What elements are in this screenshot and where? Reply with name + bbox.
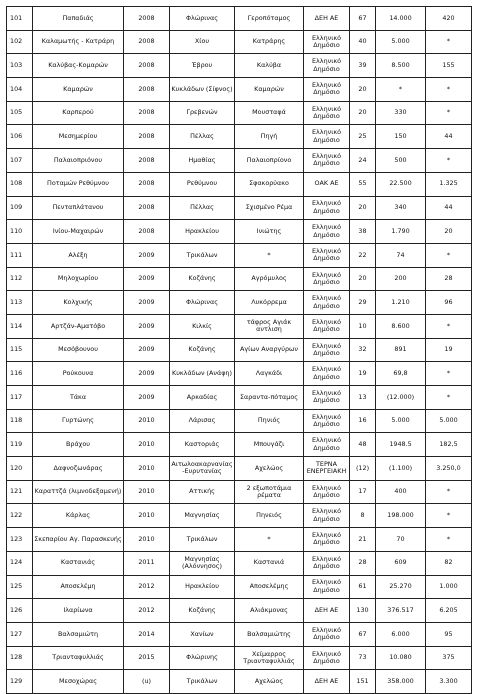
cell-capacity: 25.270 (376, 575, 426, 599)
cell-row-number: 107 (7, 149, 33, 173)
cell-capacity: 8.500 (376, 54, 426, 78)
cell-river: Αγρόμυλος (235, 267, 304, 291)
cell-river: Βαλσαμιώτης (235, 622, 304, 646)
cell-capacity: 70 (376, 528, 426, 552)
cell-dam-name: Καμαρών (33, 78, 124, 102)
cell-prefecture: Χίου (170, 30, 235, 54)
cell-river: Αγίων Αναργύρων (235, 338, 304, 362)
cell-owner: Ελληνικό Δημόσιο (304, 291, 350, 315)
cell-river: Πηνιός (235, 409, 304, 433)
cell-prefecture: Γρεβενών (170, 101, 235, 125)
cell-owner: ΔΕΗ ΑΕ (304, 599, 350, 623)
cell-row-number: 112 (7, 267, 33, 291)
cell-row-number: 110 (7, 220, 33, 244)
cell-capacity: 69,8 (376, 362, 426, 386)
cell-row-number: 117 (7, 386, 33, 410)
cell-row-number: 115 (7, 338, 33, 362)
cell-height: 67 (350, 7, 376, 31)
cell-prefecture: Πέλλας (170, 125, 235, 149)
table-row (7, 243, 472, 267)
cell-height: 29 (350, 291, 376, 315)
cell-year: 2008 (124, 7, 170, 31)
cell-year: 2012 (124, 575, 170, 599)
cell-area: 420 (426, 7, 472, 31)
cell-owner: Ελληνικό Δημόσιο (304, 338, 350, 362)
cell-area: * (426, 243, 472, 267)
cell-capacity: 198.000 (376, 504, 426, 528)
cell-river: Σαραντα-πόταμος (235, 386, 304, 410)
cell-prefecture: Τρικάλων (170, 243, 235, 267)
cell-area: 44 (426, 125, 472, 149)
cell-prefecture: Κυκλάδων (Ανάφη) (170, 362, 235, 386)
cell-row-number: 129 (7, 670, 33, 694)
cell-capacity: (12.000) (376, 386, 426, 410)
cell-height: 16 (350, 409, 376, 433)
cell-area: 44 (426, 196, 472, 220)
cell-prefecture: Κοζάνης (170, 599, 235, 623)
cell-year: 2014 (124, 622, 170, 646)
dam-table-body (7, 7, 472, 694)
cell-height: 130 (350, 599, 376, 623)
cell-river: Αποσελέμης (235, 575, 304, 599)
cell-prefecture: Αρκαδίας (170, 386, 235, 410)
cell-height: 25 (350, 125, 376, 149)
cell-year: 2008 (124, 30, 170, 54)
cell-capacity: 6.000 (376, 622, 426, 646)
table-row (7, 78, 472, 102)
cell-river: τάφρος Αγιάκ αντλιση (235, 314, 304, 338)
cell-height: 40 (350, 30, 376, 54)
cell-year: 2008 (124, 101, 170, 125)
cell-owner: Ελληνικό Δημόσιο (304, 386, 350, 410)
cell-row-number: 119 (7, 433, 33, 457)
cell-year: 2008 (124, 172, 170, 196)
cell-river: Αχελώος (235, 457, 304, 481)
cell-year: 2008 (124, 54, 170, 78)
cell-prefecture: Ηρακλείου (170, 575, 235, 599)
cell-prefecture: Χανίων (170, 622, 235, 646)
table-row (7, 7, 472, 31)
cell-owner: Ελληνικό Δημόσιο (304, 362, 350, 386)
cell-area: * (426, 314, 472, 338)
cell-height: 32 (350, 338, 376, 362)
cell-row-number: 121 (7, 480, 33, 504)
cell-year: 2011 (124, 551, 170, 575)
cell-year: 2009 (124, 243, 170, 267)
cell-owner: Ελληνικό Δημόσιο (304, 54, 350, 78)
cell-dam-name: Καλαμωτής - Κατράρη (33, 30, 124, 54)
cell-prefecture: Αττικής (170, 480, 235, 504)
cell-row-number: 103 (7, 54, 33, 78)
cell-row-number: 125 (7, 575, 33, 599)
table-row (7, 551, 472, 575)
cell-height: 48 (350, 433, 376, 457)
cell-dam-name: Μεσοχώρας (33, 670, 124, 694)
cell-dam-name: Δαφνοζωνάρας (33, 457, 124, 481)
cell-year: 2009 (124, 362, 170, 386)
cell-river: Κατράρης (235, 30, 304, 54)
table-row (7, 504, 472, 528)
cell-height: 20 (350, 196, 376, 220)
cell-dam-name: Ποταμών Ρεθύμνου (33, 172, 124, 196)
cell-dam-name: Μεσημερίου (33, 125, 124, 149)
cell-owner: Ελληνικό Δημόσιο (304, 125, 350, 149)
cell-prefecture: Κοζάνης (170, 338, 235, 362)
cell-year: 2010 (124, 504, 170, 528)
cell-dam-name: Καστανιάς (33, 551, 124, 575)
cell-area: * (426, 101, 472, 125)
cell-year: 2009 (124, 291, 170, 315)
cell-year: 2012 (124, 599, 170, 623)
cell-dam-name: Παπαδιάς (33, 7, 124, 31)
cell-river: Παλαιοπρίονο (235, 149, 304, 173)
cell-owner: Ελληνικό Δημόσιο (304, 575, 350, 599)
cell-capacity: * (376, 78, 426, 102)
cell-owner: Ελληνικό Δημόσιο (304, 78, 350, 102)
cell-prefecture: Κυκλάδων (Σίφνος) (170, 78, 235, 102)
cell-river: Αλιάκμονας (235, 599, 304, 623)
cell-prefecture: Φλώρινας (170, 7, 235, 31)
cell-river: Μπουγάζι (235, 433, 304, 457)
cell-dam-name: Αλέξη (33, 243, 124, 267)
cell-dam-name: Πενταπλάτανου (33, 196, 124, 220)
cell-owner: Ελληνικό Δημόσιο (304, 149, 350, 173)
cell-owner: Ελληνικό Δημόσιο (304, 528, 350, 552)
table-row (7, 646, 472, 670)
cell-height: 28 (350, 551, 376, 575)
cell-river: 2 εξωποτάμια ρέματα (235, 480, 304, 504)
cell-river: Σχισμένο Ρέμα (235, 196, 304, 220)
table-row (7, 172, 472, 196)
cell-row-number: 128 (7, 646, 33, 670)
cell-owner: Ελληνικό Δημόσιο (304, 622, 350, 646)
cell-capacity: 200 (376, 267, 426, 291)
cell-owner: Ελληνικό Δημόσιο (304, 480, 350, 504)
table-row (7, 362, 472, 386)
cell-prefecture: Ρεθύμνου (170, 172, 235, 196)
cell-dam-name: Κολχικής (33, 291, 124, 315)
table-row (7, 54, 472, 78)
cell-row-number: 114 (7, 314, 33, 338)
cell-row-number: 106 (7, 125, 33, 149)
cell-row-number: 102 (7, 30, 33, 54)
cell-area: 182,5 (426, 433, 472, 457)
table-row (7, 457, 472, 481)
cell-owner: Ελληνικό Δημόσιο (304, 314, 350, 338)
table-row (7, 220, 472, 244)
dam-table-page (6, 6, 471, 694)
cell-height: 19 (350, 362, 376, 386)
cell-prefecture: Ημαθίας (170, 149, 235, 173)
cell-height: 24 (350, 149, 376, 173)
cell-row-number: 124 (7, 551, 33, 575)
cell-height: 61 (350, 575, 376, 599)
cell-river: Καμαρών (235, 78, 304, 102)
cell-area: * (426, 504, 472, 528)
cell-capacity: 500 (376, 149, 426, 173)
cell-area: 20 (426, 220, 472, 244)
cell-year: 2008 (124, 149, 170, 173)
cell-year: 2008 (124, 125, 170, 149)
cell-year: 2008 (124, 196, 170, 220)
table-row (7, 30, 472, 54)
cell-prefecture: Καστοριάς (170, 433, 235, 457)
table-row (7, 338, 472, 362)
cell-prefecture: Τρικάλων (170, 528, 235, 552)
table-row (7, 528, 472, 552)
cell-area: * (426, 149, 472, 173)
cell-height: 22 (350, 243, 376, 267)
cell-height: 20 (350, 78, 376, 102)
cell-capacity: 376.517 (376, 599, 426, 623)
cell-area: 82 (426, 551, 472, 575)
cell-area: 155 (426, 54, 472, 78)
cell-owner: Ελληνικό Δημόσιο (304, 30, 350, 54)
cell-river: Σφακορύακο (235, 172, 304, 196)
cell-area: * (426, 30, 472, 54)
cell-capacity: 400 (376, 480, 426, 504)
cell-year: 2010 (124, 528, 170, 552)
cell-dam-name: Μεσόβουνου (33, 338, 124, 362)
cell-owner: ΔΕΗ ΑΕ (304, 7, 350, 31)
cell-area: * (426, 386, 472, 410)
cell-height: 151 (350, 670, 376, 694)
cell-area: 6.205 (426, 599, 472, 623)
cell-height: 10 (350, 314, 376, 338)
cell-dam-name: Κάρλας (33, 504, 124, 528)
table-row (7, 314, 472, 338)
cell-dam-name: Βράχου (33, 433, 124, 457)
cell-row-number: 113 (7, 291, 33, 315)
cell-area: 5.000 (426, 409, 472, 433)
cell-year: (u) (124, 670, 170, 694)
cell-dam-name: Γυρτώνης (33, 409, 124, 433)
cell-row-number: 123 (7, 528, 33, 552)
table-row (7, 433, 472, 457)
cell-prefecture: Φλώρινης (170, 646, 235, 670)
cell-capacity: 340 (376, 196, 426, 220)
cell-capacity: 358.000 (376, 670, 426, 694)
cell-row-number: 120 (7, 457, 33, 481)
cell-river: Αχελώος (235, 670, 304, 694)
cell-prefecture: Ηρακλείου (170, 220, 235, 244)
cell-height: 73 (350, 646, 376, 670)
cell-owner: Ελληνικό Δημόσιο (304, 220, 350, 244)
cell-capacity: 1.210 (376, 291, 426, 315)
cell-capacity: 891 (376, 338, 426, 362)
cell-area: * (426, 78, 472, 102)
table-row (7, 670, 472, 694)
cell-owner: Ελληνικό Δημόσιο (304, 504, 350, 528)
cell-year: 2009 (124, 314, 170, 338)
cell-prefecture: Πέλλας (170, 196, 235, 220)
cell-owner: Ελληνικό Δημόσιο (304, 101, 350, 125)
table-row (7, 409, 472, 433)
cell-year: 2010 (124, 433, 170, 457)
cell-owner: ΔΕΗ ΑΕ (304, 670, 350, 694)
cell-area: 3.300 (426, 670, 472, 694)
cell-height: 8 (350, 504, 376, 528)
cell-dam-name: Ιλαρίωνα (33, 599, 124, 623)
cell-prefecture: Μαγνησίας (170, 504, 235, 528)
cell-row-number: 122 (7, 504, 33, 528)
cell-height: 67 (350, 622, 376, 646)
cell-owner: Ελληνικό Δημόσιο (304, 646, 350, 670)
cell-owner: Ελληνικό Δημόσιο (304, 433, 350, 457)
cell-owner: ΤΕΡΝΑ ΕΝΕΡΓΕΙΑΚΗ (304, 457, 350, 481)
table-row (7, 101, 472, 125)
cell-area: 375 (426, 646, 472, 670)
cell-prefecture: Έβρου (170, 54, 235, 78)
cell-row-number: 105 (7, 101, 33, 125)
cell-capacity: 10.080 (376, 646, 426, 670)
cell-row-number: 101 (7, 7, 33, 31)
cell-capacity: 150 (376, 125, 426, 149)
cell-height: 55 (350, 172, 376, 196)
cell-river: Μουσταφά (235, 101, 304, 125)
cell-area: 28 (426, 267, 472, 291)
cell-area: 3.250,0 (426, 457, 472, 481)
cell-capacity: 22.500 (376, 172, 426, 196)
cell-year: 2009 (124, 386, 170, 410)
cell-owner: Ελληνικό Δημόσιο (304, 551, 350, 575)
cell-height: (12) (350, 457, 376, 481)
cell-dam-name: Αρτζάν-Αματόβο (33, 314, 124, 338)
table-row (7, 575, 472, 599)
cell-capacity: (1.100) (376, 457, 426, 481)
cell-dam-name: Ρούκουνα (33, 362, 124, 386)
cell-height: 17 (350, 480, 376, 504)
cell-river: Χείμαρρος Τριανταφυλλιάς (235, 646, 304, 670)
cell-capacity: 609 (376, 551, 426, 575)
cell-dam-name: Βαλσαμιώτη (33, 622, 124, 646)
cell-owner: Ελληνικό Δημόσιο (304, 409, 350, 433)
cell-year: 2015 (124, 646, 170, 670)
table-row (7, 149, 472, 173)
cell-prefecture: Κοζάνης (170, 267, 235, 291)
cell-capacity: 5.000 (376, 409, 426, 433)
cell-river: Πηνειός (235, 504, 304, 528)
cell-owner: Ελληνικό Δημόσιο (304, 243, 350, 267)
cell-height: 13 (350, 386, 376, 410)
cell-dam-name: Ινίου-Μαχαιρών (33, 220, 124, 244)
cell-capacity: 74 (376, 243, 426, 267)
cell-river: Γεροπόταμος (235, 7, 304, 31)
cell-dam-name: Μηλοχωρίου (33, 267, 124, 291)
table-row (7, 599, 472, 623)
cell-dam-name: Καλύβας-Κομαρών (33, 54, 124, 78)
cell-area: 95 (426, 622, 472, 646)
dam-table (6, 6, 472, 694)
cell-height: 20 (350, 267, 376, 291)
cell-year: 2009 (124, 267, 170, 291)
cell-river: Λαγκάδι (235, 362, 304, 386)
cell-area: * (426, 480, 472, 504)
cell-row-number: 104 (7, 78, 33, 102)
cell-year: 2010 (124, 409, 170, 433)
cell-river: * (235, 528, 304, 552)
cell-height: 38 (350, 220, 376, 244)
cell-height: 39 (350, 54, 376, 78)
cell-prefecture: Τρικάλων (170, 670, 235, 694)
table-row (7, 480, 472, 504)
cell-capacity: 8.600 (376, 314, 426, 338)
cell-river: Λυκόρρεμα (235, 291, 304, 315)
cell-area: 96 (426, 291, 472, 315)
table-row (7, 267, 472, 291)
cell-prefecture: Μαγνησίας (Αλόννησος) (170, 551, 235, 575)
cell-row-number: 108 (7, 172, 33, 196)
cell-year: 2010 (124, 480, 170, 504)
table-row (7, 622, 472, 646)
table-row (7, 291, 472, 315)
table-row (7, 386, 472, 410)
cell-area: 19 (426, 338, 472, 362)
cell-height: 20 (350, 101, 376, 125)
cell-capacity: 5.000 (376, 30, 426, 54)
cell-height: 21 (350, 528, 376, 552)
cell-owner: Ελληνικό Δημόσιο (304, 267, 350, 291)
cell-capacity: 330 (376, 101, 426, 125)
cell-year: 2008 (124, 78, 170, 102)
cell-river: Ινιώτης (235, 220, 304, 244)
cell-year: 2008 (124, 220, 170, 244)
cell-river: Καλύβα (235, 54, 304, 78)
cell-river: Καστανιά (235, 551, 304, 575)
cell-dam-name: Τάκα (33, 386, 124, 410)
cell-dam-name: Σκεπαρίου Αγ. Παρασκευής (33, 528, 124, 552)
cell-river: Πηγή (235, 125, 304, 149)
cell-row-number: 116 (7, 362, 33, 386)
cell-row-number: 111 (7, 243, 33, 267)
cell-row-number: 118 (7, 409, 33, 433)
cell-dam-name: Καραττζά (λιμνοδεξαμενή) (33, 480, 124, 504)
cell-capacity: 14.000 (376, 7, 426, 31)
cell-row-number: 109 (7, 196, 33, 220)
cell-owner: ΟΑΚ ΑΕ (304, 172, 350, 196)
cell-row-number: 127 (7, 622, 33, 646)
cell-area: 1.325 (426, 172, 472, 196)
cell-area: 1.000 (426, 575, 472, 599)
cell-year: 2009 (124, 338, 170, 362)
cell-row-number: 126 (7, 599, 33, 623)
cell-area: * (426, 362, 472, 386)
cell-dam-name: Καρπερού (33, 101, 124, 125)
table-row (7, 125, 472, 149)
cell-prefecture: Αιτωλοακαρνανίας-Ευρυτανίας (170, 457, 235, 481)
cell-prefecture: Φλώρινας (170, 291, 235, 315)
cell-area: * (426, 528, 472, 552)
cell-dam-name: Τριανταφυλλιάς (33, 646, 124, 670)
cell-prefecture: Κιλκίς (170, 314, 235, 338)
cell-dam-name: Αποσελέμη (33, 575, 124, 599)
cell-owner: Ελληνικό Δημόσιο (304, 196, 350, 220)
cell-capacity: 1948.5 (376, 433, 426, 457)
table-row (7, 196, 472, 220)
cell-river: * (235, 243, 304, 267)
cell-dam-name: Παλαιοπριόνου (33, 149, 124, 173)
cell-year: 2010 (124, 457, 170, 481)
cell-prefecture: Λάρισας (170, 409, 235, 433)
cell-capacity: 1.790 (376, 220, 426, 244)
